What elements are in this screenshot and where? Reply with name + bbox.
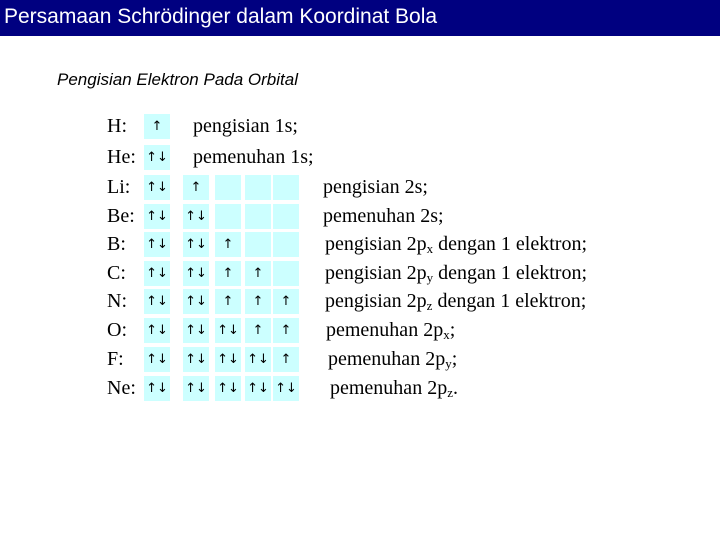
orbital-box: ↑↓ bbox=[183, 261, 209, 286]
orbital-box: ↑↓ bbox=[144, 318, 170, 343]
orbital-box: ↑↓ bbox=[144, 347, 170, 372]
orbital-row-o bbox=[0, 317, 720, 344]
description-text: pemenuhan 2p bbox=[330, 377, 448, 399]
orbital-row-f bbox=[0, 346, 720, 373]
orbital-subscript: z bbox=[447, 385, 453, 400]
description-text: pengisian 2p bbox=[325, 262, 427, 284]
orbital-box: ↑↓ bbox=[144, 261, 170, 286]
description-suffix: ; bbox=[449, 319, 456, 341]
orbital-box: ↑↓ bbox=[183, 347, 209, 372]
orbital-row-li bbox=[0, 174, 720, 201]
element-symbol: Li: bbox=[107, 176, 131, 198]
orbital-row-ne bbox=[0, 375, 720, 402]
orbital-description bbox=[193, 113, 298, 140]
orbital-box: ↑↓ bbox=[215, 376, 241, 401]
orbital-box: ↑↓ bbox=[144, 204, 170, 229]
orbital-description bbox=[193, 144, 314, 171]
orbital-box: ↑ bbox=[183, 175, 209, 200]
orbital-box: ↑↓ bbox=[183, 376, 209, 401]
orbital-box: ↑↓ bbox=[144, 232, 170, 257]
orbital-box: ↑↓ bbox=[144, 175, 170, 200]
orbital-box: ↑↓ bbox=[245, 376, 271, 401]
orbital-row-c bbox=[0, 260, 720, 287]
orbital-box: ↑ bbox=[245, 318, 271, 343]
orbital-row-b bbox=[0, 231, 720, 258]
description-suffix: . bbox=[452, 377, 458, 399]
orbital-subscript: x bbox=[443, 327, 450, 342]
description-text: pemenuhan 2p bbox=[328, 348, 446, 370]
orbital-subscript: y bbox=[426, 270, 434, 285]
element-symbol: F: bbox=[107, 348, 124, 370]
orbital-box: ↑↓ bbox=[215, 347, 241, 372]
description-text: pemenuhan 1s; bbox=[193, 146, 314, 168]
element-symbol: C: bbox=[107, 262, 126, 284]
description-suffix: dengan 1 elektron; bbox=[433, 262, 587, 284]
orbital-box: ↑↓ bbox=[215, 318, 241, 343]
orbital-box: ↑ bbox=[273, 289, 299, 314]
orbital-description bbox=[325, 260, 587, 287]
orbital-box: ↑ bbox=[273, 318, 299, 343]
section-subtitle: Pengisian Elektron Pada Orbital bbox=[57, 70, 298, 89]
orbital-description bbox=[325, 288, 586, 315]
orbital-box: ↑↓ bbox=[183, 204, 209, 229]
element-symbol: Be: bbox=[107, 205, 135, 227]
element-symbol: O: bbox=[107, 319, 127, 341]
page-title: Persamaan Schrödinger dalam Koordinat Bola bbox=[4, 5, 438, 28]
description-suffix: ; bbox=[451, 348, 458, 370]
orbital-box bbox=[273, 232, 299, 257]
orbital-box: ↑ bbox=[245, 261, 271, 286]
orbital-box: ↑↓ bbox=[144, 289, 170, 314]
orbital-description bbox=[325, 231, 587, 258]
description-text: pengisian 2p bbox=[325, 290, 427, 312]
description-text: pengisian 1s; bbox=[193, 115, 298, 137]
orbital-box: ↑↓ bbox=[183, 289, 209, 314]
orbital-description bbox=[326, 317, 455, 344]
element-symbol: B: bbox=[107, 233, 126, 255]
description-text: pemenuhan 2p bbox=[326, 319, 444, 341]
orbital-box: ↑ bbox=[215, 232, 241, 257]
element-symbol: Ne: bbox=[107, 377, 136, 399]
orbital-box bbox=[245, 204, 271, 229]
orbital-box: ↑ bbox=[245, 289, 271, 314]
orbital-box: ↑ bbox=[144, 114, 170, 139]
orbital-box bbox=[273, 175, 299, 200]
description-text: pengisian 2p bbox=[325, 233, 427, 255]
orbital-box: ↑↓ bbox=[245, 347, 271, 372]
orbital-box bbox=[245, 175, 271, 200]
description-suffix: dengan 1 elektron; bbox=[432, 290, 587, 312]
orbital-row-be bbox=[0, 203, 720, 230]
description-text: pengisian 2s; bbox=[323, 176, 428, 198]
element-symbol: He: bbox=[107, 146, 136, 168]
description-text: pemenuhan 2s; bbox=[323, 205, 444, 227]
title-bar bbox=[0, 0, 720, 36]
orbital-box: ↑↓ bbox=[273, 376, 299, 401]
orbital-box bbox=[273, 204, 299, 229]
description-suffix: dengan 1 elektron; bbox=[433, 233, 587, 255]
element-symbol: N: bbox=[107, 290, 127, 312]
orbital-box: ↑ bbox=[273, 347, 299, 372]
orbital-row-h bbox=[0, 113, 720, 140]
orbital-description bbox=[323, 174, 428, 201]
orbital-description bbox=[323, 203, 444, 230]
orbital-box bbox=[215, 175, 241, 200]
orbital-row-he bbox=[0, 144, 720, 171]
orbital-box bbox=[273, 261, 299, 286]
orbital-box: ↑↓ bbox=[183, 318, 209, 343]
orbital-box: ↑↓ bbox=[183, 232, 209, 257]
orbital-subscript: y bbox=[445, 356, 452, 371]
orbital-box bbox=[215, 204, 241, 229]
orbital-box: ↑↓ bbox=[144, 145, 170, 170]
orbital-box: ↑ bbox=[215, 261, 241, 286]
element-symbol: H: bbox=[107, 115, 127, 137]
orbital-row-n bbox=[0, 288, 720, 315]
orbital-description bbox=[330, 375, 458, 402]
orbital-subscript: x bbox=[426, 241, 434, 256]
orbital-subscript: z bbox=[426, 298, 433, 313]
orbital-box: ↑ bbox=[215, 289, 241, 314]
orbital-box: ↑↓ bbox=[144, 376, 170, 401]
orbital-description bbox=[328, 346, 457, 373]
orbital-box bbox=[245, 232, 271, 257]
